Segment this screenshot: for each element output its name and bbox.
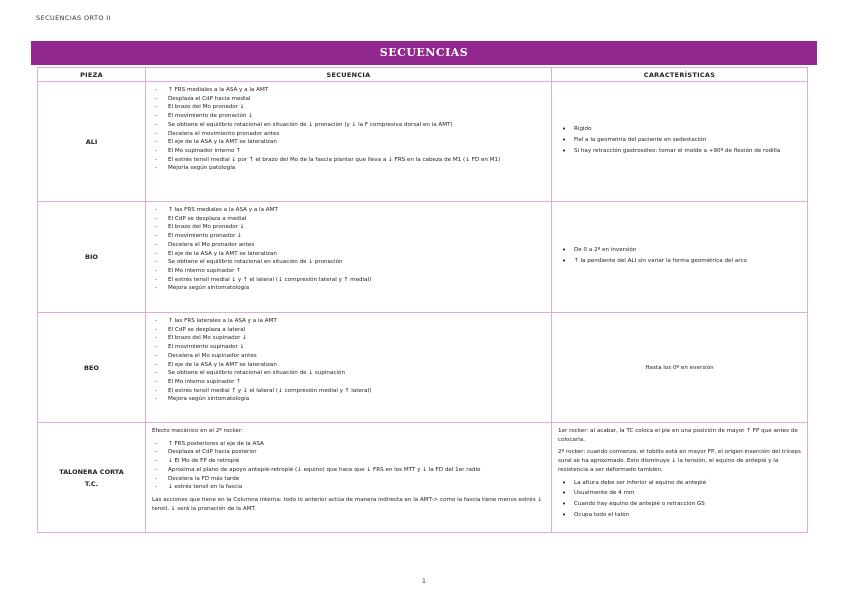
sequence-cell [146,82,552,202]
list-item: - El eje de la ASA y la AMT se lateralizan [152,361,545,370]
list-item: - Se obtiene el equilibrio rotacional en situación de ↓ pronación [152,258,545,267]
piece-cell [38,202,146,313]
sequence-cell [146,202,552,313]
list-item: - ↑ las FRS laterales a la ASA y a la AMT [152,317,545,326]
piece-abbreviation: T.C. [84,479,99,488]
list-item: - El Mo interno supinador ↑ [152,267,545,276]
list-item: - Desplaza el CdP hacia posterior [152,448,545,457]
table-row-bio [38,202,808,313]
sequence-intro: Efecto mecánico en el 2º rocker: [152,428,243,434]
table-row-talonera-corta [38,423,808,533]
characteristics-cell [552,313,808,423]
column-header-caracteristicas: CARACTERÍSTICAS [552,68,808,82]
characteristics-list [558,479,801,520]
list-item: • La altura debe ser inferior al equino de antepié [558,479,801,488]
list-item: • Fiel a la geometría del paciente en sedestación [558,136,801,145]
list-item: - El movimiento pronador ↓ [152,232,545,241]
characteristics-paragraph: 1er rocker: al acabar, la TC coloca el pie en una posición de mayor ↑ FP que antes de colocarla. [558,428,798,443]
characteristics-list [558,246,801,265]
list-item: - El brazo del Mo pronador ↓ [152,223,545,232]
sequence-outro: Las acciones que tiene en la Columna interna: todo lo anterior actúa de manera indirecta en la AMT-> como la fascia tiene menos estrés ↓ tensil, ↓ será la pronación de la AMT. [152,496,543,512]
sequence-list [152,317,545,404]
column-header-pieza: PIEZA [38,68,146,82]
piece-name: BEO [84,363,99,372]
list-item: - Decelera el movimiento pronador antes [152,130,545,139]
piece-name: TALONERA CORTA [59,467,124,476]
list-item: - El movimiento supinador ↓ [152,343,545,352]
list-item: - El CdP se desplaza a medial [152,215,545,224]
list-item: - El movimiento de pronación ↓ [152,112,545,121]
list-item: - Desplaza el CdP hacia medial [152,95,545,104]
sequences-table [37,67,808,533]
list-item: • Rígido [558,125,801,134]
sequence-cell [146,423,552,533]
piece-name: BIO [85,253,98,261]
list-item: - El eje de la ASA y la AMT se lateralizan [152,250,545,259]
list-item: - Mejora según sintomatología [152,284,545,293]
piece-cell [38,313,146,423]
piece-cell [38,82,146,202]
list-item: • Usualmente de 4 mm [558,489,801,498]
list-item: • Ocupa todo el talón [558,511,801,520]
list-item: • ↑ la pendiente del ALI sin variar la forma geométrica del arco [558,257,801,266]
table-row-ali [38,82,808,202]
characteristics-paragraph: 2º rocker: cuando comienza, el tobillo está en mayor FP, el origen-inserción del tríceps sural se ha aproximado. Esto disminuye ↓ la tensión, el equino de antepié y la resistencia a ser deformado también. [558,449,801,473]
characteristics-cell [552,202,808,313]
column-header-secuencia: SECUENCIA [146,68,552,82]
list-item: - El estrés tensil medial ↓ y ↑ el lateral (↓ compresión lateral y ↑ medial) [152,276,545,285]
list-item: - El estrés tensil medial ↑ y ↓ el lateral (↓ compresión medial y ↑ lateral) [152,387,545,396]
characteristics-list [558,125,801,155]
sequence-cell [146,313,552,423]
list-item: - El Mo supinador interno ↑ [152,147,545,156]
page-number: 1 [421,577,427,585]
list-item: - El eje de la ASA y la AMT se lateralizan [152,138,545,147]
list-item: - ↓ estrés tensil en la fascia [152,483,545,492]
characteristics-cell [552,423,808,533]
list-item: - Decelera la FD más tarde [152,475,545,484]
list-item: • Cuando hay equino de antepié o retracción GS [558,500,801,509]
characteristics-cell [552,82,808,202]
list-item: - ↑ FRS mediales a la ASA y a la AMT [152,86,545,95]
sequence-list [152,206,545,293]
list-item: - ↑ las FRS mediales a la ASA y a la AMT [152,206,545,215]
list-item: - ↑ FRS posteriores al eje de la ASA [152,440,545,449]
list-item: - Mejora según sintomatología [152,395,545,404]
list-item: - Se obtiene el equilibrio rotacional en situación de ↓ supinación [152,369,545,378]
sequence-list [152,440,545,492]
list-item: - Decelera el Mo pronador antes [152,241,545,250]
list-item: • Si hay retracción gastrosóleo: tomar el molde a +90º de flexión de rodilla [558,147,801,156]
list-item: - El Mo interno supinador ↑ [152,378,545,387]
list-item: • De 0 a 2º en inversión [558,246,801,255]
characteristics-text: Hasta los 0º en eversión [645,364,714,371]
piece-cell [38,423,146,533]
table-row-beo [38,313,808,423]
list-item: - El CdP se desplaza a lateral [152,326,545,335]
list-item: - ↓ El Mo de FP de retropié [152,457,545,466]
list-item: - El brazo del Mo pronador ↓ [152,103,545,112]
list-item: - Decelera el Mo supinador antes [152,352,545,361]
list-item: - Mejoría según patología [152,164,545,173]
page-title: SECUENCIAS [31,41,817,65]
table-header-row [38,68,808,82]
list-item: - El brazo del Mo supinador ↓ [152,334,545,343]
list-item: - El estrés tensil medial ↓ por ↑ el brazo del Mo de la fascia plantar que lleva a ↓ FRS en la cabeza de M1 (↓ FD en M1) [152,156,545,165]
document-header: SECUENCIAS ORTO II [36,14,111,22]
list-item: - Se obtiene el equilibrio rotacional en situación de ↓ pronación (y ↓ la F compresiva dorsal en la AMT) [152,121,545,130]
list-item: - Aproxima el plano de apoyo antepié-retropié (↓ equino) que hace que ↓ FRS en los MTT y ↓ la FD del 1er radio [152,466,545,475]
sequence-list [152,86,545,173]
piece-name: ALI [85,137,98,146]
